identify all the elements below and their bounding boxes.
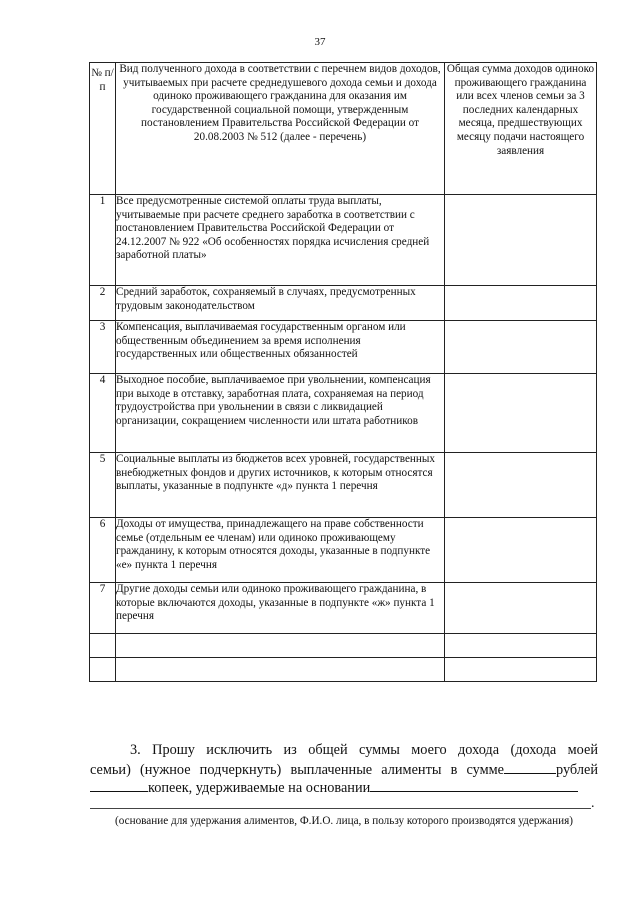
basis-caption: (основание для удержания алиментов, Ф.И.О. лица, в пользу которого производятся удержания) xyxy=(115,815,573,827)
empty-cell[interactable] xyxy=(445,634,597,658)
row-number: 2 xyxy=(90,286,116,321)
empty-cell[interactable] xyxy=(116,658,445,682)
header-income-type: Вид полученного дохода в соответствии с перечнем видов доходов, учитываемых при расчете среднедушевого дохода семьи и дохода одиноко проживающего гражданина для оказания им государственной социальной помощи, утвержденным постановлением Правительства Российской Федерации от 20.08.2003 № 512 (далее - перечень) xyxy=(116,63,445,195)
row-income-type: Выходное пособие, выплачиваемое при увольнении, компенсация при выходе в отставку, заработная плата, сохраняемая на период трудоустройства при увольнении в связи с ликвидацией организации, сокращением численности или штата работников xyxy=(116,374,445,453)
alimony-rubles-blank[interactable] xyxy=(504,761,556,774)
table-row xyxy=(90,321,597,374)
table-row xyxy=(90,195,597,286)
alimony-paragraph-line-3 xyxy=(90,779,598,798)
alimony-basis-line[interactable] xyxy=(90,808,591,809)
table-row xyxy=(90,374,597,453)
empty-table-row xyxy=(90,634,597,658)
alimony-paragraph-line-2 xyxy=(90,761,598,780)
empty-cell[interactable] xyxy=(445,658,597,682)
rubles-label: рублей xyxy=(556,762,598,778)
row-sum-cell[interactable] xyxy=(445,518,597,583)
table-row xyxy=(90,583,597,634)
row-income-type: Все предусмотренные системой оплаты труда выплаты, учитываемые при расчете среднего заработка в соответствии с постановлением Правительства Российской Федерации от 24.12.2007 № 922 «Об особенностях порядка исчисления средней заработной платы» xyxy=(116,195,445,286)
row-sum-cell[interactable] xyxy=(445,321,597,374)
income-table xyxy=(89,62,597,682)
row-number: 1 xyxy=(90,195,116,286)
row-income-type: Средний заработок, сохраняемый в случаях, предусмотренных трудовым законодательством xyxy=(116,286,445,321)
table-row xyxy=(90,286,597,321)
alimony-kopecks-blank[interactable] xyxy=(90,779,148,792)
empty-cell[interactable] xyxy=(116,634,445,658)
empty-table-row xyxy=(90,658,597,682)
header-number: № п/п xyxy=(90,63,116,195)
row-sum-cell[interactable] xyxy=(445,195,597,286)
page-number: 37 xyxy=(314,36,326,48)
empty-cell[interactable] xyxy=(90,634,116,658)
alimony-basis-blank[interactable] xyxy=(370,779,578,792)
alimony-text-amount: семьи) (нужное подчеркнуть) выплаченные алименты в сумме xyxy=(90,762,505,778)
row-income-type: Другие доходы семьи или одиноко проживающего гражданина, в которые включаются доходы, указанные в подпункте «ж» пункта 1 перечня xyxy=(116,583,445,634)
alimony-paragraph-line-1: 3. Прошу исключить из общей суммы моего дохода (дохода моей xyxy=(130,742,598,758)
row-income-type: Компенсация, выплачиваемая государственным органом или общественным объединением за время исполнения государственных или общественных обязанностей xyxy=(116,321,445,374)
row-sum-cell[interactable] xyxy=(445,453,597,518)
empty-cell[interactable] xyxy=(90,658,116,682)
row-sum-cell[interactable] xyxy=(445,583,597,634)
row-number: 3 xyxy=(90,321,116,374)
header-total-sum: Общая сумма доходов одиноко проживающего гражданина или всех членов семьи за 3 последних календарных месяца, предшествующих месяцу подачи настоящего заявления xyxy=(445,63,597,195)
row-income-type: Социальные выплаты из бюджетов всех уровней, государственных внебюджетных фондов и других источников, к которым относятся выплаты, указанные в подпункте «д» пункта 1 перечня xyxy=(116,453,445,518)
row-income-type: Доходы от имущества, принадлежащего на праве собственности семье (отдельным ее членам) или одиноко проживающему гражданину, к которым относятся доходы, указанные в подпункте «е» пункта 1 перечня xyxy=(116,518,445,583)
table-row xyxy=(90,453,597,518)
row-number: 5 xyxy=(90,453,116,518)
row-number: 7 xyxy=(90,583,116,634)
table-header-row xyxy=(90,63,597,195)
row-number: 4 xyxy=(90,374,116,453)
table-row xyxy=(90,518,597,583)
line-end-period: . xyxy=(591,796,595,811)
row-sum-cell[interactable] xyxy=(445,286,597,321)
row-sum-cell[interactable] xyxy=(445,374,597,453)
row-number: 6 xyxy=(90,518,116,583)
kopecks-label: копеек, удерживаемые на основании xyxy=(148,780,371,796)
